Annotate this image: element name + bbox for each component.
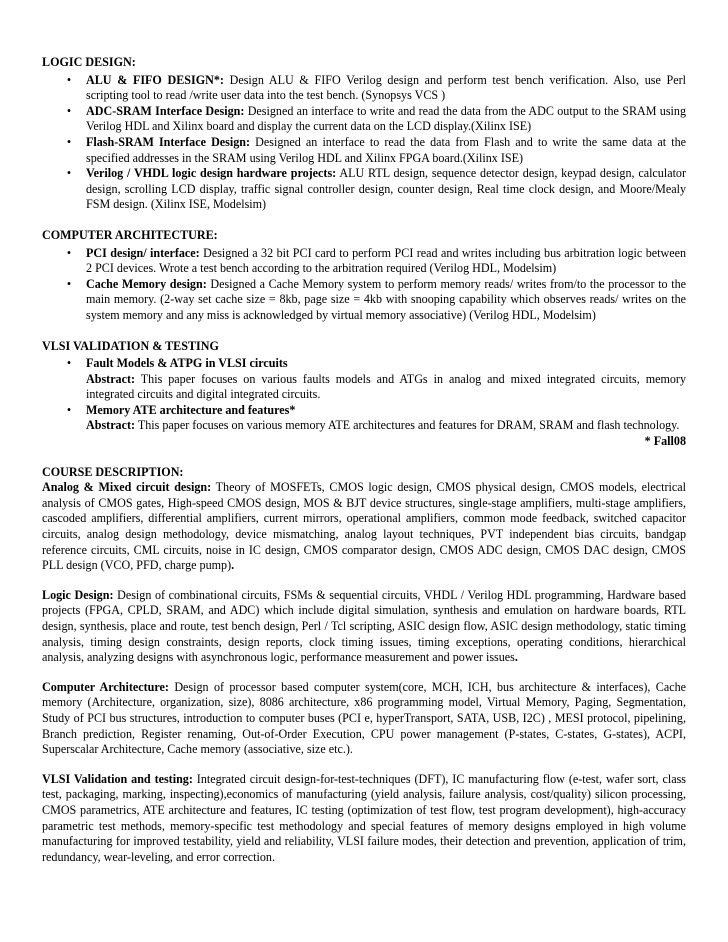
section-heading: COMPUTER ARCHITECTURE: <box>42 227 218 242</box>
logic-design-section <box>42 55 686 213</box>
item-title: Cache Memory design: <box>86 276 207 291</box>
list-item <box>42 246 686 277</box>
bullet-icon: • <box>66 402 72 417</box>
course-title: Analog & Mixed circuit design: <box>42 480 212 495</box>
section-heading: LOGIC DESIGN: <box>42 55 136 69</box>
list-item <box>42 403 686 450</box>
item-text: Designed a Cache Memory system to perform memory reads/ writes from/to the processor to the main memory. (2-way set cache size = 8kb, page size = 4kb with snooping capability which observes reads/ writes on the system memory and any miss is acknowledged by virtual memory associative) (Verilog HDL, Modelsim) <box>86 276 686 322</box>
abstract-text: This paper focuses on various faults models and ATGs in analog and mixed integrated circuits, memory integrated circuits and digital integrated circuits. <box>86 371 686 402</box>
list-item <box>42 73 686 104</box>
bullet-icon: • <box>66 72 72 87</box>
course-text: Design of processor based computer system(core, MCH, ICH, bus architecture & interfaces), Cache memory (Architecture, organization, size), 8086 architecture, x86 programming model, Virtual Memory, Paging, Segmentation, Study of PCI bus structures, introduction to computer buses (PCI e, hyperTransport, SATA, USB, I2C) , MESI protocol, pipelining, Branch prediction, Register renaming, Out-of-Order Execution, CPU power management (P-states, C-states, G-states), ACPI, Superscalar Architecture, Cache memory (associative, size etc.). <box>42 679 686 757</box>
course-description-section <box>42 465 686 866</box>
abstract-label: Abstract: <box>86 371 136 386</box>
item-text: ALU RTL design, sequence detector design, keypad design, calculator design, scrolling LCD display, traffic signal controller design, counter design, Real time clock design, and Moore/Mealy FSM design. (Xilinx ISE, Modelsim) <box>86 166 687 212</box>
list-item <box>42 135 686 166</box>
section-heading: VLSI VALIDATION & TESTING <box>42 338 219 353</box>
list-item <box>42 277 686 324</box>
course-title: VLSI Validation and testing: <box>42 771 193 786</box>
semester-note: * Fall08 <box>644 434 686 449</box>
item-title: Flash-SRAM Interface Design: <box>86 134 251 149</box>
vlsi-section <box>42 339 686 450</box>
bullet-icon: • <box>66 103 72 118</box>
list-item <box>42 104 686 135</box>
bullet-icon: • <box>66 134 72 149</box>
abstract-text: This paper focuses on various memory ATE architectures and features for DRAM, SRAM and flash technology. <box>135 418 680 433</box>
computer-architecture-list <box>42 246 686 324</box>
course-text: Integrated circuit design-for-test-techniques (DFT), IC manufacturing flow (e-test, wafer sort, class test, packaging, marking, inspecting),economics of manufacturing (yield analysis, failure analysis, cost/quality) silicon processing, CMOS parametrics, ATE architecture and features, IC testing (optimization of test flow, test program development), high-accuracy parametric test methods, memory-specific test methodology and special features of memory designs employed in high volume manufacturing for improved testability, yield and reliability, VLSI failure modes, their detection and prevention, application of trim, redundancy, wear-leveling, and error correction. <box>42 771 686 864</box>
course-end: . <box>514 650 518 665</box>
item-text: Design ALU & FIFO Verilog design and perform test bench verification. Also, use Perl scripting tool to read /write user data into the test bench. (Synopsys VCS ) <box>86 72 686 103</box>
course-paragraph <box>42 588 686 666</box>
course-paragraph <box>42 680 686 758</box>
item-text: Designed an interface to write and read the data from the ADC output to the SRAM using Verilog HDL and Xilinx board and display the current data on the LCD display.(Xilinx ISE) <box>86 103 686 134</box>
item-title: ADC-SRAM Interface Design: <box>86 103 245 118</box>
course-paragraph <box>42 772 686 866</box>
vlsi-list <box>42 356 686 450</box>
abstract-label: Abstract: <box>86 418 136 433</box>
course-paragraph <box>42 480 686 574</box>
list-item <box>42 356 686 403</box>
course-end: . <box>231 558 235 573</box>
item-text: Designed an interface to read the data from Flash and to write the same data at the specified addresses in the SRAM using Verilog HDL and Xilinx FPGA board.(Xilinx ISE) <box>86 134 686 165</box>
item-text: Designed a 32 bit PCI card to perform PCI read and writes including bus arbitration logic between 2 PCI devices. Wrote a test bench according to the arbitration required (Verilog HDL, Modelsim) <box>86 245 686 276</box>
item-title: ALU & FIFO DESIGN*: <box>86 72 224 87</box>
logic-design-list <box>42 73 686 213</box>
course-title: Computer Architecture: <box>42 679 169 694</box>
bullet-icon: • <box>66 245 72 260</box>
item-title: Verilog / VHDL logic design hardware projects: <box>86 166 337 181</box>
item-title: PCI design/ interface: <box>86 245 200 260</box>
list-item <box>42 166 686 213</box>
paper-title: Fault Models & ATPG in VLSI circuits <box>86 356 288 371</box>
bullet-icon: • <box>66 276 72 291</box>
paper-title: Memory ATE architecture and features* <box>86 402 296 417</box>
course-title: Logic Design: <box>42 587 114 602</box>
course-text: Design of combinational circuits, FSMs & sequential circuits, VHDL / Verilog HDL programming, Hardware based projects (FPGA, CPLD, SRAM, and ADC) which include digital simulation, synthesis and emulation on hardware boards, RTL design, synthesis, place and route, test bench design, Perl / Tcl scripting, ASIC design flow, ASIC design methodology, static timing analysis, timing design constraints, design reports, clock timing issues, timing exceptions, operating conditions, hierarchical analysis, analyzing designs with asynchronous logic, performance measurement and power issues <box>42 587 686 665</box>
bullet-icon: • <box>66 356 72 371</box>
section-heading: COURSE DESCRIPTION: <box>42 464 184 479</box>
computer-architecture-section <box>42 228 686 324</box>
course-text: Theory of MOSFETs, CMOS logic design, CMOS physical design, CMOS models, electrical analysis of CMOS gates, High-speed CMOS design, MOS & BJT device structures, single-stage amplifiers, multi-stage amplifiers, cascoded amplifiers, differential amplifiers, current mirrors, operational amplifiers, common mode feedback, switched capacitor circuits, analog design methodology, device mismatching, analog layout techniques, PVT independent bias circuits, bandgap reference circuits, CML circuits, noise in IC design, CMOS comparator design, CMOS ADC design, CMOS DAC design, CMOS PLL design (VCO, PFD, charge pump) <box>42 480 686 573</box>
bullet-icon: • <box>66 166 72 181</box>
